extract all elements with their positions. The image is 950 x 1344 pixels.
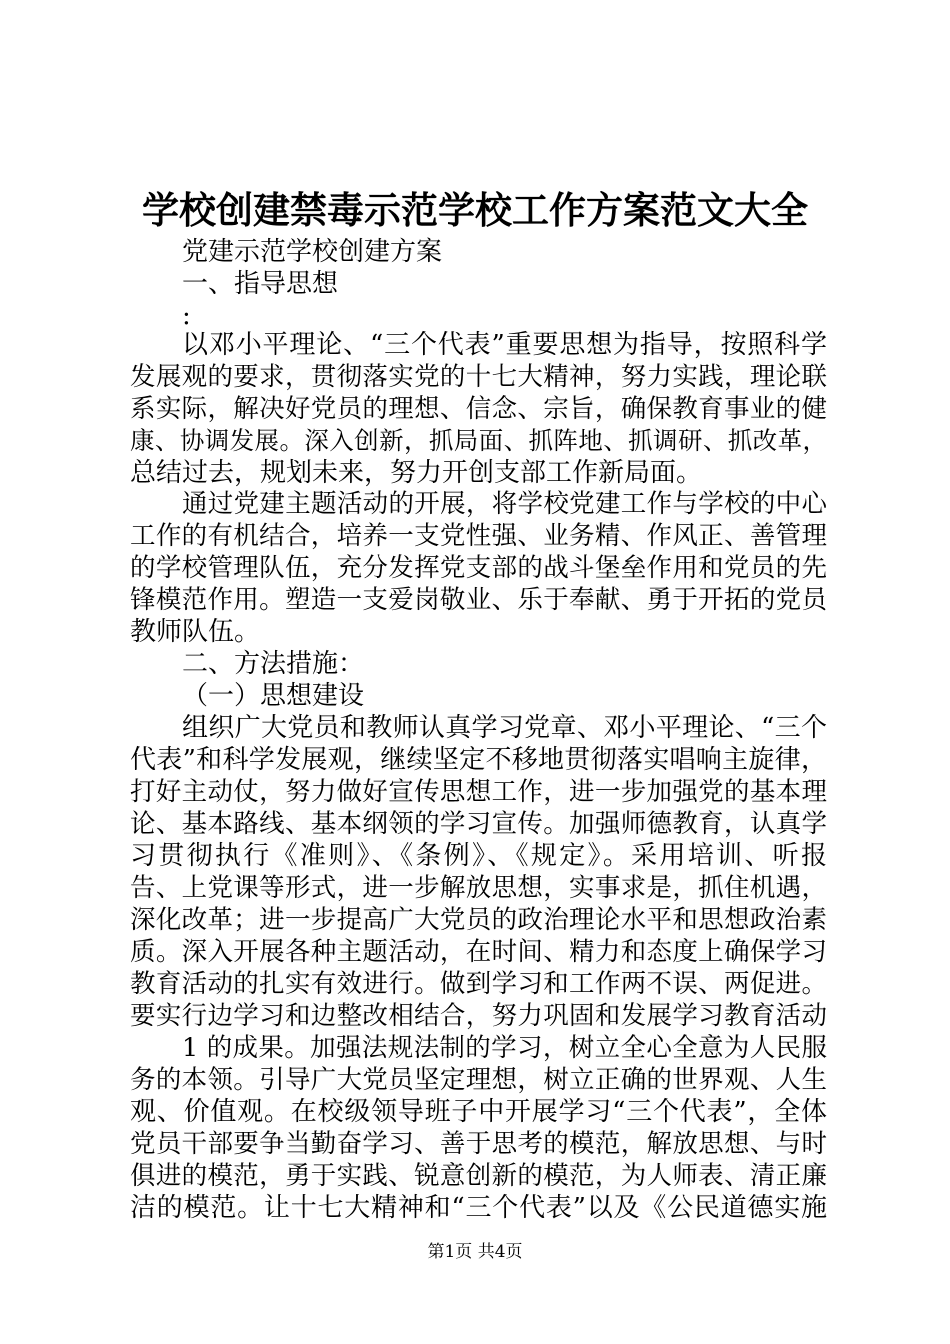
text-line: 代表”和科学发展观，继续坚定不移地贯彻落实唱响主旋律， <box>130 745 827 775</box>
document-title: 学校创建禁毒示范学校工作方案范文大全 <box>142 188 808 232</box>
section-heading: 二、方法措施： <box>182 649 365 679</box>
text-line: 发展观的要求，贯彻落实党的十七大精神，努力实践，理论联 <box>130 362 827 392</box>
text-line: 教育活动的扎实有效进行。做到学习和工作两不误、两促进。 <box>130 969 827 999</box>
text-line: : <box>182 301 191 331</box>
subsection-heading: （一）思想建设 <box>182 681 365 711</box>
text-line: 组织广大党员和教师认真学习党章、邓小平理论、“三个 <box>182 713 827 743</box>
text-line: 以邓小平理论、“三个代表”重要思想为指导，按照科学 <box>182 330 827 360</box>
text-line: 深化改革；进一步提高广大党员的政治理论水平和思想政治素 <box>130 905 827 935</box>
text-line: 洁的模范。让十七大精神和“三个代表”以及《公民道德实施 <box>130 1193 827 1223</box>
text-line: 党建示范学校创建方案 <box>182 237 443 267</box>
text-line: 论、基本路线、基本纲领的学习宣传。加强师德教育，认真学 <box>130 809 827 839</box>
page-footer: 第1页 共4页 <box>427 1242 523 1262</box>
text-line: 打好主动仗，努力做好宣传思想工作，进一步加强党的基本理 <box>130 777 827 807</box>
text-line: 俱进的模范，勇于实践、锐意创新的模范，为人师表、清正廉 <box>130 1161 827 1191</box>
text-line: 质。深入开展各种主题活动，在时间、精力和态度上确保学习 <box>130 937 827 967</box>
text-line: 1 的成果。加强法规法制的学习，树立全心全意为人民服 <box>182 1033 827 1063</box>
text-line: 总结过去，规划未来，努力开创支部工作新局面。 <box>130 458 703 488</box>
text-line: 党员干部要争当勤奋学习、善于思考的模范，解放思想、与时 <box>130 1129 827 1159</box>
text-line: 务的本领。引导广大党员坚定理想，树立正确的世界观、人生 <box>130 1065 827 1095</box>
text-line: 的学校管理队伍，充分发挥党支部的战斗堡垒作用和党员的先 <box>130 553 827 583</box>
text-line: 要实行边学习和边整改相结合，努力巩固和发展学习教育活动 <box>130 1001 827 1031</box>
text-line: 习贯彻执行《准则》、《条例》、《规定》。采用培训、听报 <box>130 841 827 871</box>
text-line: 工作的有机结合，培养一支党性强、业务精、作风正、善管理 <box>130 521 827 551</box>
text-line: 告、上党课等形式，进一步解放思想，实事求是，抓住机遇， <box>130 873 827 903</box>
text-line: 康、协调发展。深入创新，抓局面、抓阵地、抓调研、抓改革， <box>130 426 827 455</box>
text-line: 锋模范作用。塑造一支爱岗敬业、乐于奉献、勇于开拓的党员 <box>130 585 827 615</box>
text-line: 教师队伍。 <box>130 617 261 647</box>
section-heading: 一、指导思想 <box>182 269 339 299</box>
text-line: 系实际，解决好党员的理想、信念、宗旨，确保教育事业的健 <box>130 394 827 424</box>
text-line: 通过党建主题活动的开展，将学校党建工作与学校的中心 <box>182 489 827 519</box>
text-line: 观、价值观。在校级领导班子中开展学习“三个代表”，全体 <box>130 1097 827 1127</box>
